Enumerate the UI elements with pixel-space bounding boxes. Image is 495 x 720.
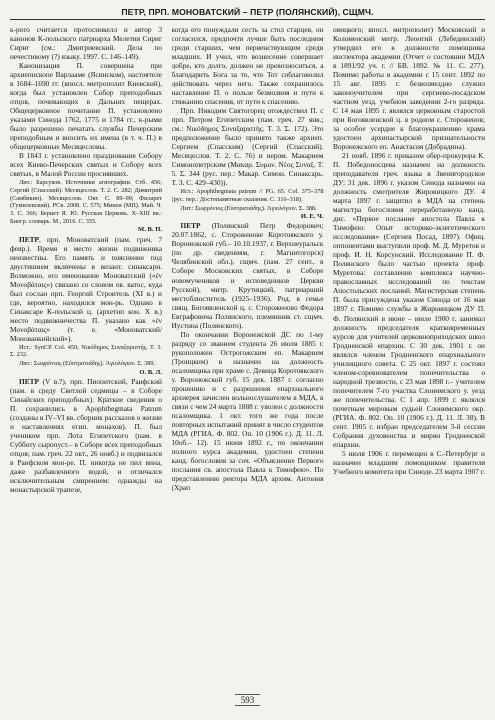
author-signature (172, 212, 324, 221)
paragraph-text: Ист.: SynCP. Col. 450; Νικόδημος Συναξαριστής. Τ. 3. Σ. 232. (10, 343, 162, 359)
paragraph-text: Ист.: Apophthegmata patrum // PG. 65. Col. 375–378 (рус. пер.: Достопамятные сказания. С. 316–318). (171, 188, 324, 203)
paragraph-text: М. В. П. (138, 226, 162, 234)
paragraph-text: 21 нояб. 1896 г. приказом обер-прокурора К. П. Победоносцева назначен на должность преподавателя греч. языка в Звенигородское ДУ; 31 дек. 1896 г. указом Синода назначен на должность смотрителя Жировицкого ДУ. 4 марта 1897 г. защитил в МДА на степень магистра богословия переработанную канд. дис. «Первое послание апостола Павла к Тимофею: Опыт историко-экзегетического исследования» (Сергиев Посад, 1897). Офиц. оппонентами выступили проф. М. Д. Муретов и проф. И. Н. Корсунский. Исследование П. Ф. Полянского было частью проекта проф. Муретова: составление комплекса научно-православных исследований по текстам Апостольских посланий. Магистерская степень П. была присуждена указом Синода от 16 мая 1897 г. Помимо службы в Жировицком ДУ П. Ф. Полянский в июне – июле 1900 г. занимал должность председателя кратковременных курсов для учителей церковноприходских школ Гродненской епархии. С 30 дек. 1901 г. он являлся членом Гродненского епархиального училищного совета. С 25 окт. 1897 г. состоял членом-соревнователем попечительства о народной трезвости, с 23 мая 1898 г.– учителем попечителем 7-го участка Слонимского у. уезд же попечительства. С 1 апр. 1899 г. являлся почетным мировым судьей Слонимского окр. (РГИА. Ф. 802. Оп. 10 (1906 г.). Д. 11. Л. 38). В сент. 1905 г. избран председателем 3-й сессии Собрания духовенства и мирян Гродненской епархии. (333, 151, 485, 449)
entry-paragraph (172, 221, 324, 329)
entry-paragraph (10, 235, 162, 343)
paragraph-text: Прп. Никодим Святогорец отождествил П. с прп. Петром Египетским (пам. греч. 27 янв.; см.: Νικόδημος Συναξαριστής. Τ. 3. Σ. 172). Это предположение было принято также архиеп. Сергием (Спасским) (Сергий (Спасский). Месяцеслов. Т. 2. С. 76) и иером. Макарием Симонопетрским (Μακαρ. Συμον. Νέος Συναξ. Τ. 5. Σ. 344 (рус. пер.: Макар. Симон. Синаксарь. Т. 3. С. 429–430)). (171, 106, 324, 188)
paragraph-text: (V в.?), прп. Пиопитский, Раифский (пам. в среду Светлой седмицы – в Соборе Синайских преподобных). Краткие сведения о П. сохранились в Apophthegmata Patrum (созданы в IV–VI вв. сборник рассказов о жизни и наставлениях егип. монахов). П. был учеником прп. Лота Египетского (пам. в Субботу сыропуст.– в Соборе всех преподобных отцов; пам. греч. 22 окт., 26 нояб.) и подвизался в Раифском мон-ре. П. никогда не пил вина, даже разбавленного водой, и отличался исключительным смирением: однажды на монастырской трапезе, (10, 376, 162, 494)
body-paragraph (172, 25, 324, 106)
paragraph-text: В 1843 г. установлено празднование Собору всех Киево-Печерских святых и Собору всех святых, в Малой России просиявших. (10, 151, 162, 179)
paragraph-text: (Полянский Петр Федорович; 20.07.1862, с. Стороженове Коротоякского у. Воронежской губ.– 10.10.1937, г. Верхнеуральск (по др. сведениям, г. Магнитогорск) Челябинской обл.), сщмч. (пам. 27 сент., в Соборе Московских святых, в Соборе новомучеников и исповедников Церкви Русской), митр. Крутицкий, патриарший местоблюститель (1925–1936). Род. в семье свящ. Богоявленской ц. с. Стороженово Федора Евграфовича Полянского, племянник ст. сщмч. Иустина (Полянского). (171, 221, 324, 330)
entry-headword: ПЕТР (19, 376, 39, 386)
body-paragraph (172, 106, 324, 187)
paragraph-text: Лит.: Σωφρόνιος (Εὐστρατιάδης). Ἁγιολόγιον. Σ. 389. (19, 360, 156, 368)
body-paragraph (10, 25, 162, 61)
paragraph-text: когда его понуждали сесть за стол старцев, он согласился, предпочтя лучше быть последним среди старших, чем первенствующим среди младших. И учил, что вознесение совершает добре, кто долго, должен не превозноситься, а благодарить Бога за то, что Тот соблаговолил действовать через него. Также сохранилось наставление П. о пользе безмолвия и пути к стяжанию спасения, от пути к спасению. (171, 25, 324, 107)
paragraph-text: Канонизация П. совершена при архиепископе Варлааме (Ясинском), настоятеле в 1684–1690 гг. (впосл. митрополит Киевский), когда был установлен Собор преподобных отцов, почивающих в Дальних пещерах. Общецерковное почитание П. установлено указами Синода 1762, 1775 и 1784 гг., к-рыми было разрешено печатать службы Печерским преподобным и вносить их имена (в т. ч. П.) в общецерковные Месяцесловы. (10, 61, 162, 152)
column-left (10, 25, 162, 693)
author-signature (10, 368, 162, 377)
paragraph-text: к-рого считается протосинкелл и автор 3 канонов К-польского патриарха Мелетия Сириг Сириг (см.: Дмитриевский. Дела по нечестивому (?) языку. 1997. С. 146–149). (10, 25, 162, 62)
paragraph-text: О. В. Л. (139, 368, 162, 376)
header-rule (10, 19, 485, 20)
author-signature (10, 225, 162, 234)
bibliography (10, 344, 162, 359)
paragraph-text: , прп. Моноватский (пам. греч. 7 февр.). Время и место жизни подвижника неизвестны. Его память и пояснение под двустишием включены в визант. синаксари. Возможно, его именование Моноватский («ἐν Μονοβάταις») связано со словом ов. ватос, куда был сослан прп. Георгий Строитель (XI в.) и где, вероятно, находился мон-рь. Однако в Синаксаре К-польской ц. (архетип кон. X в.) место подвижничества П. указано как «ἐν Μονοβάταις» (т. е. «Моноватский/Моноваикийский»). (10, 234, 162, 343)
bibliography (172, 188, 324, 203)
body-paragraph (333, 151, 485, 449)
paragraph-text: И. Е. Ч. (300, 213, 324, 221)
bibliography (10, 360, 162, 368)
paragraph-text: Лит.: Барсуков. Источники агиографии. Стб. 456; Сергий (Спасский). Месяцеслов. Т. 2. С. 282; Димитрий (Самбикин). Месяцеслов. Окт. С. 89–90; Филарет (Гумилевский). РСв. 2008. С. 575; Минеи (МП). Май. Ч. 3. С. 366; Бернет Я. Ю. Русская Церковь. X–XIII вв.: Биогр. словарь. М., 2016. С. 355. (10, 179, 162, 225)
running-head: ПЕТР, ПРП. МОНОВАТСКИЙ – ПЕТР (ПОЛЯНСКИЙ), СЩМЧ. (121, 7, 374, 17)
column-right (333, 25, 485, 693)
bibliography (10, 179, 162, 225)
paragraph-text: По окончании Воронежской ДС по 1-му разряду со званием студента 26 июля 1885 г. рукоположен Острогожским еп. Макарием (Троицким) в назначен на должность псаломщика при храме с. Девица Коротоякского у. Воронежской губ. 15 дек. 1887 г. согласно прошению и с разрешения епархиального архиерея зачислен вольнослушателем в МДА, в связи с чем 24 марта 1888 г. уволен с должности псаломщика. 1 окт. того же года после повторных испытаний принят в число студентов МДА (РГИА. Ф. 802. Оп. 10 (1906 г.). Д. 11. Л. 10об.– 12). 15 июня 1892 г., по окончании полного курса академии, удостоен степени канд. богословия за соч. «Объяснение Первого послания св. апостола Павла к Тимофею». По представлению ректора МДА архим. Антония (Храп (171, 329, 324, 492)
entry-headword: ПЕТР (180, 221, 201, 231)
bibliography (172, 205, 324, 213)
body-paragraph (10, 151, 162, 178)
entry-paragraph (10, 377, 162, 494)
paragraph-text: овицкого; впосл. митрополит) Московский и Коломенский митр. Леонтий (Лебединский) утвердил его в должности помощника инспектора академии (Отчет о состоянии МДА в 1891/92 уч. г. // БВ. 1892. № 11. С. 277). Помимо работы в академии с 15 сент. 1892 по 15 авг. 1895 г. безвозмездно служил законоучителем при сергиево-посадском частном уезд. учебном заведении 2-го разряда. С 14 мая 1895 г. являлся церковным старостой при Богоявленской ц. в родном с. Стороженов; за особое усердие к благоукрашению храма удостоен архипастырской признательности Воронежского еп. Анастасия (Добрадина). (333, 25, 485, 152)
body-paragraph (10, 61, 162, 151)
paragraph-text: Лит.: Σωφρόνιος (Εὐστρατιάδης). Ἁγιολόγιον. Σ. 388. (180, 204, 317, 212)
column-middle (172, 25, 324, 693)
text-columns (10, 25, 485, 693)
page-number (10, 694, 485, 706)
paragraph-text: 5 июля 1906 г. перемещен в С.-Петербург и назначен младшим помощником правителя Учебного комитета при Синоде. 23 марта 1907 г. (333, 448, 485, 476)
body-paragraph (333, 25, 485, 151)
encyclopedia-page (10, 6, 485, 712)
page-number-text: 593 (235, 694, 261, 706)
entry-headword: ПЕТР (19, 234, 39, 244)
body-paragraph (333, 449, 485, 476)
body-paragraph (172, 330, 324, 492)
